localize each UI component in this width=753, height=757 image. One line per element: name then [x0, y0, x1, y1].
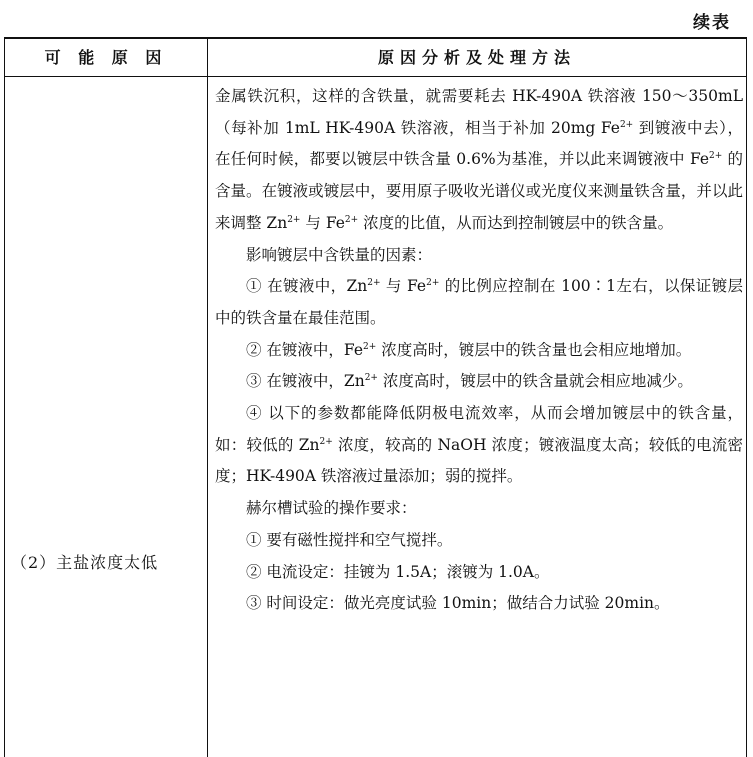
continued-label: 续表 [693, 13, 731, 33]
analysis-paragraph: ① 在镀液中，$Zn^{2+}$ 与 $Fe^{2+}$ 的比例应控制在 100∶1左右，以保证镀层中的铁含量在最佳范围。 [215, 277, 743, 327]
analysis-paragraph: 金属铁沉积，这样的含铁量，就需要耗去 HK-490A 铁溶液 150～350mL（每补加 1mL HK-490A 铁溶液，相当于补加 20mg $Fe^{2+}$ 到镀液中去），在任何时候，都要以镀层中铁含量 0.6%为基准，并以此来调镀液中 $Fe^{2+}$ 的含量。在镀液或镀层中，要用原子吸收光谱仪或光度仪来测量铁含量，并以此来调整 $Zn^{2+}$ 与 $Fe^{2+}$ 浓度的比值，从而达到控制镀层中的铁含量。 [215, 87, 743, 232]
analysis-paragraph: 赫尔槽试验的操作要求： [246, 499, 417, 518]
analysis-paragraph: ③ 时间设定：做光亮度试验 10min；做结合力试验 20min。 [246, 594, 670, 613]
analysis-paragraph: ② 在镀液中，$Fe^{2+}$ 浓度高时，镀层中的铁含量也会相应地增加。 [246, 340, 692, 359]
header-analysis-method: 原因分析及处理方法 [377, 48, 576, 67]
cause-analysis-table [4, 37, 747, 757]
cause-cell: （2）主盐浓度太低 [11, 553, 159, 572]
analysis-cell [215, 81, 743, 620]
analysis-paragraph: ① 要有磁性搅拌和空气搅拌。 [246, 530, 453, 549]
analysis-paragraph: ② 电流设定：挂镀为 1.5A；滚镀为 1.0A。 [246, 562, 550, 581]
analysis-paragraph: ③ 在镀液中，$Zn^{2+}$ 浓度高时，镀层中的铁含量就会相应地减少。 [246, 372, 693, 391]
column-divider [207, 39, 208, 757]
analysis-paragraph: ④ 以下的参数都能降低阴极电流效率，从而会增加镀层中的铁含量，如：较低的 $Zn^{2+}$ 浓度，较高的 NaOH 浓度；镀液温度太高；较低的电流密度；HK-490A 铁溶液过量添加；弱的搅拌。 [215, 404, 743, 486]
analysis-paragraph: 影响镀层中含铁量的因素： [246, 245, 433, 264]
table-header-row [5, 39, 746, 77]
header-possible-cause: 可 能 原 因 [44, 48, 168, 67]
